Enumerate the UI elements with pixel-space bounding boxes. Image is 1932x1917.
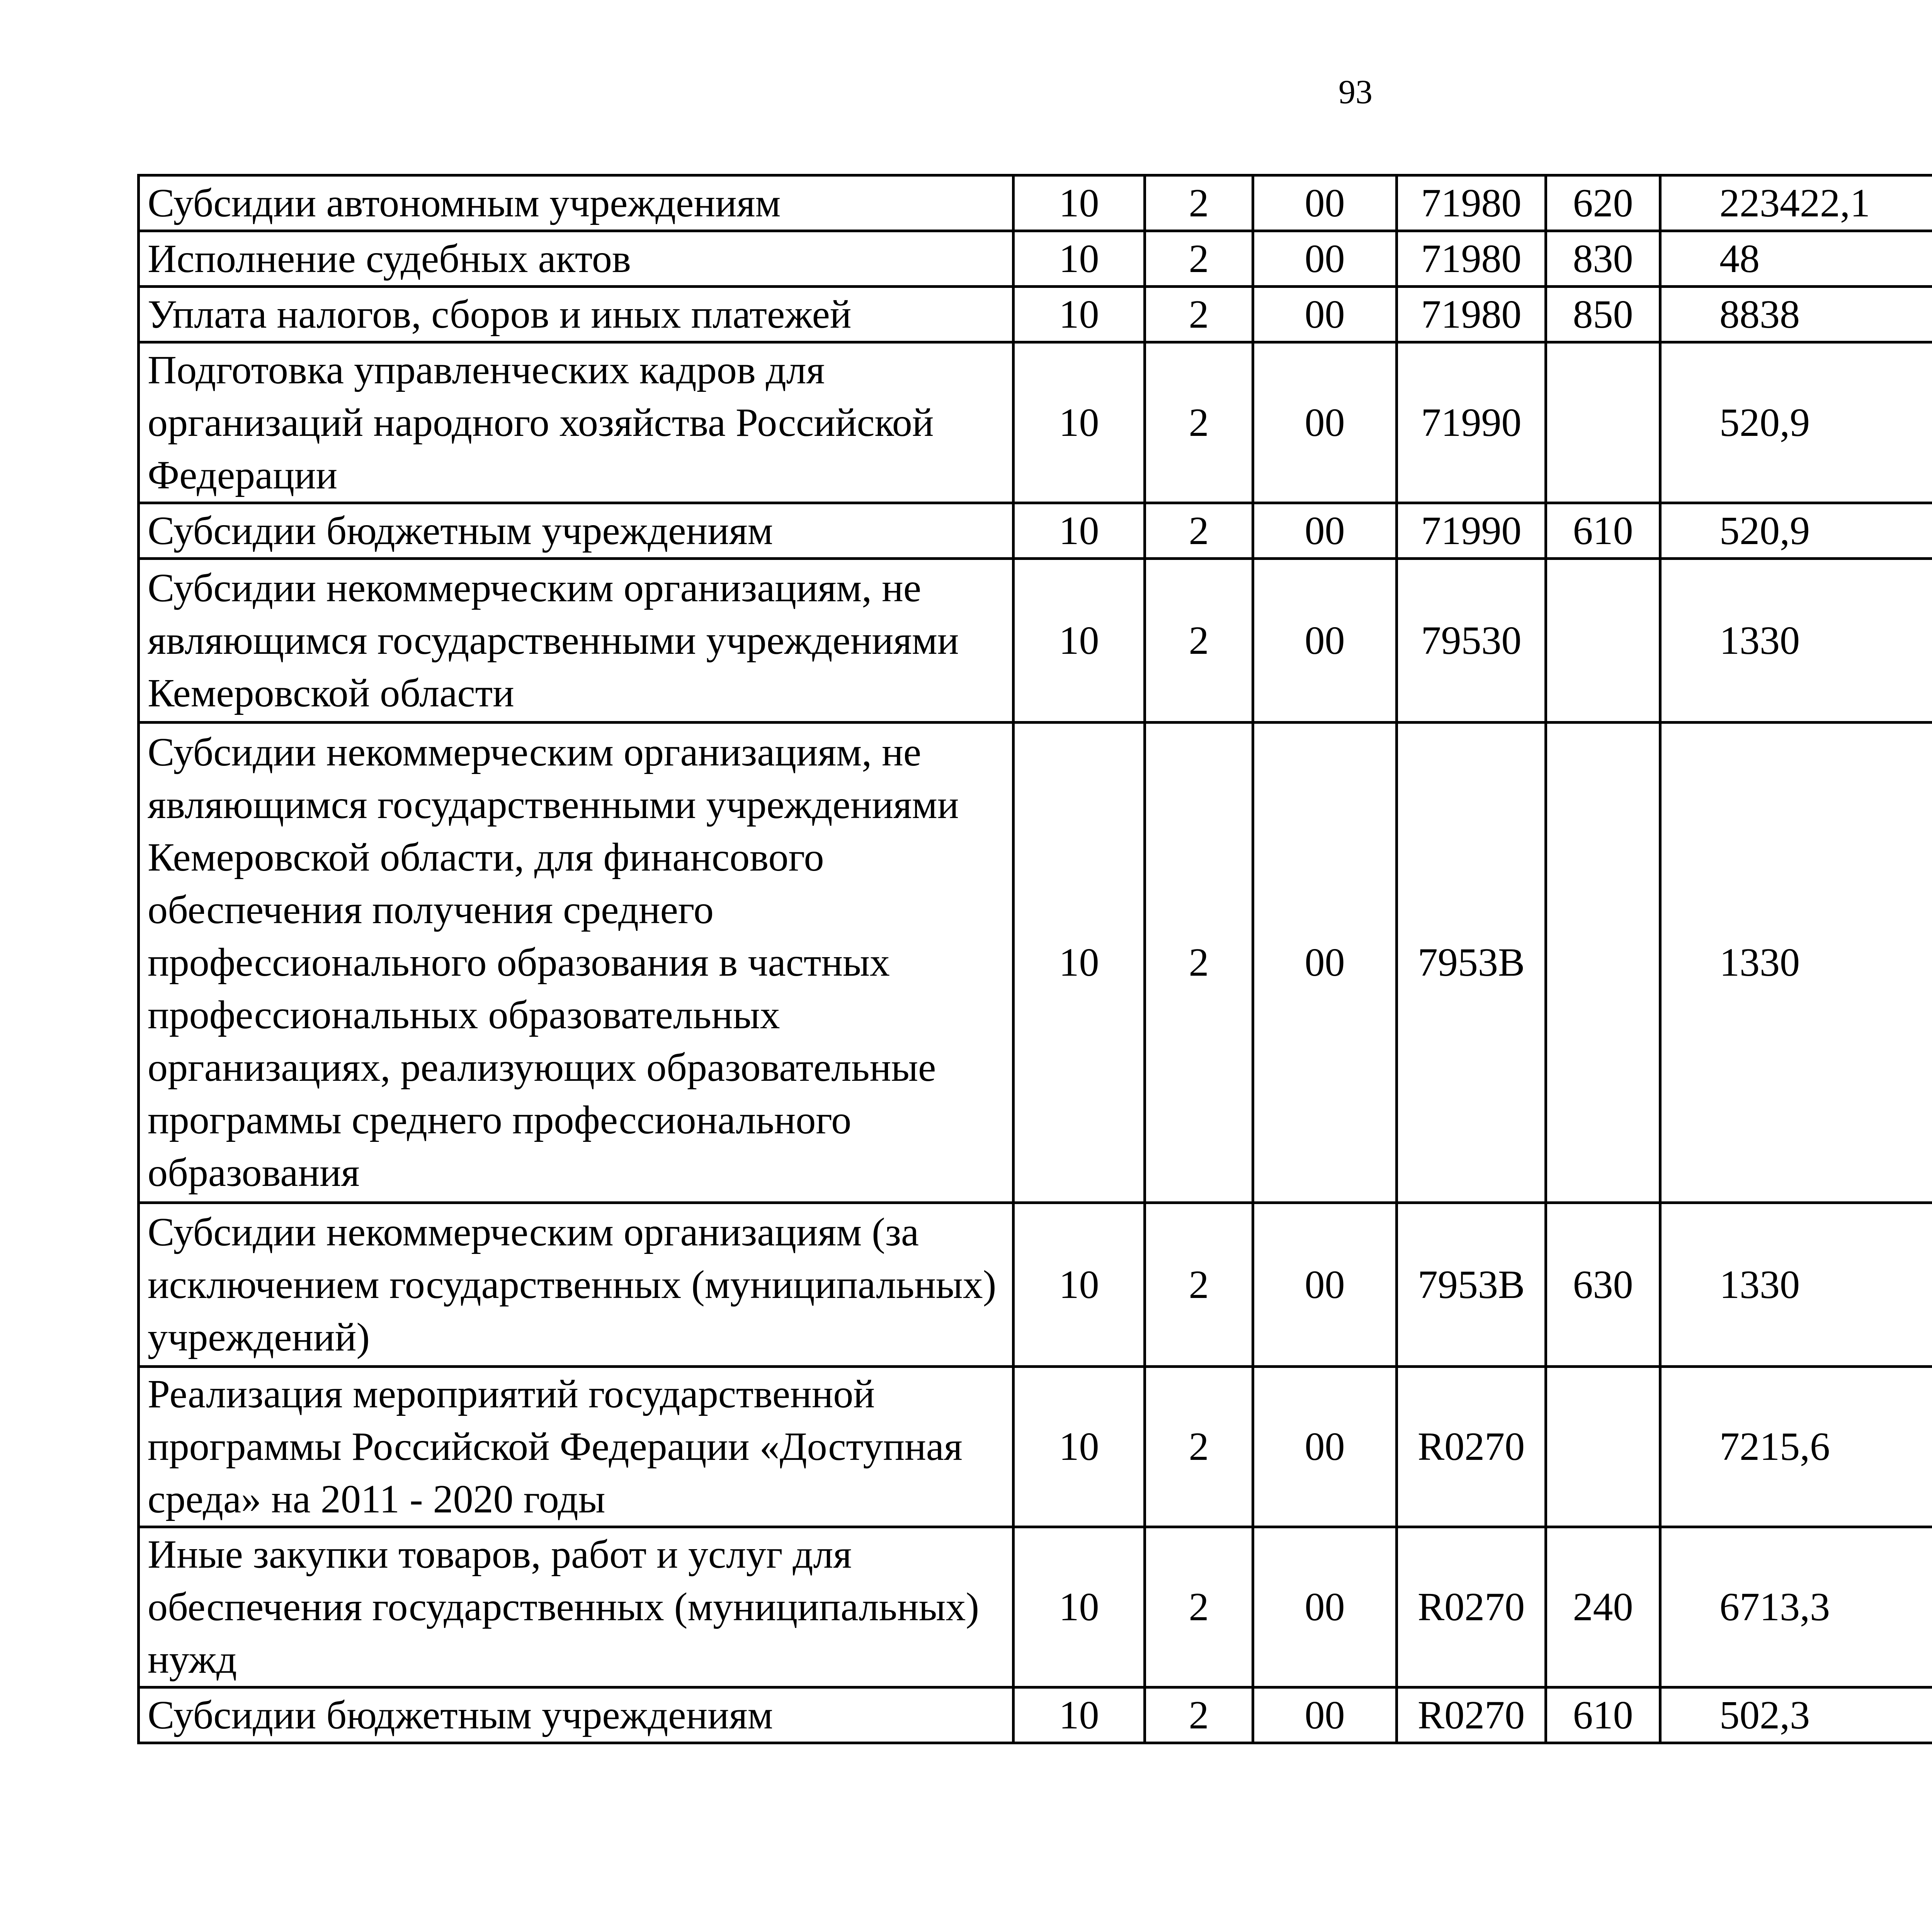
table-row xyxy=(139,1687,1932,1743)
table-row xyxy=(139,1527,1932,1687)
row-name-cell: Субсидии бюджетным учреждениям xyxy=(139,1687,1014,1743)
subsection-code-cell: 2 xyxy=(1145,287,1253,342)
amount-1-cell: 1330 xyxy=(1660,1203,1932,1367)
table-row xyxy=(139,231,1932,287)
section-code-cell: 10 xyxy=(1014,503,1145,559)
subsection-code-cell: 2 xyxy=(1145,1527,1253,1687)
subsection-code-cell: 2 xyxy=(1145,342,1253,503)
table-row xyxy=(139,1367,1932,1527)
amount-1-cell: 1330 xyxy=(1660,559,1932,723)
program-code-cell: 00 xyxy=(1253,1203,1397,1367)
section-code-cell: 10 xyxy=(1014,1203,1145,1367)
expense-type-cell: 850 xyxy=(1546,287,1660,342)
subsection-code-cell: 2 xyxy=(1145,1203,1253,1367)
expense-type-cell: 620 xyxy=(1546,175,1660,231)
expense-type-cell xyxy=(1546,559,1660,723)
target-code-cell: 71990 xyxy=(1397,342,1546,503)
subsection-code-cell: 2 xyxy=(1145,723,1253,1203)
table-row xyxy=(139,287,1932,342)
target-code-cell: R0270 xyxy=(1397,1367,1546,1527)
amount-1-cell: 520,9 xyxy=(1660,342,1932,503)
section-code-cell: 10 xyxy=(1014,559,1145,723)
target-code-cell: 71980 xyxy=(1397,175,1546,231)
row-name-cell: Реализация мероприятий государственной программы Российской Федерации «Доступная среда» на 2011 - 2020 годы xyxy=(139,1367,1014,1527)
table-row xyxy=(139,342,1932,503)
target-code-cell: 79530 xyxy=(1397,559,1546,723)
amount-1-cell: 6713,3 xyxy=(1660,1527,1932,1687)
subsection-code-cell: 2 xyxy=(1145,1367,1253,1527)
program-code-cell: 00 xyxy=(1253,1367,1397,1527)
amount-1-cell: 7215,6 xyxy=(1660,1367,1932,1527)
section-code-cell: 10 xyxy=(1014,175,1145,231)
row-name-cell: Субсидии некоммерческим организациям (за исключением государственных (муниципальных) учреждений) xyxy=(139,1203,1014,1367)
section-code-cell: 10 xyxy=(1014,1367,1145,1527)
program-code-cell: 00 xyxy=(1253,175,1397,231)
amount-1-cell: 223422,1 xyxy=(1660,175,1932,231)
row-name-cell: Субсидии некоммерческим организациям, не являющимся государственными учреждениями Кемеровской области, для финансового обеспечения получения среднего профессионального образования в частных профессиональных образовательных организациях, реализующих образовательные программы среднего профессионального образования xyxy=(139,723,1014,1203)
program-code-cell: 00 xyxy=(1253,559,1397,723)
program-code-cell: 00 xyxy=(1253,503,1397,559)
budget-table xyxy=(137,174,1932,1744)
table-row xyxy=(139,175,1932,231)
section-code-cell: 10 xyxy=(1014,287,1145,342)
expense-type-cell: 610 xyxy=(1546,1687,1660,1743)
row-name-cell: Уплата налогов, сборов и иных платежей xyxy=(139,287,1014,342)
row-name-cell: Исполнение судебных актов xyxy=(139,231,1014,287)
subsection-code-cell: 2 xyxy=(1145,175,1253,231)
program-code-cell: 00 xyxy=(1253,287,1397,342)
row-name-cell: Субсидии автономным учреждениям xyxy=(139,175,1014,231)
target-code-cell: R0270 xyxy=(1397,1527,1546,1687)
program-code-cell: 00 xyxy=(1253,723,1397,1203)
expense-type-cell: 630 xyxy=(1546,1203,1660,1367)
page-number: 93 xyxy=(1338,73,1372,111)
row-name-cell: Субсидии некоммерческим организациям, не являющимся государственными учреждениями Кемеровской области xyxy=(139,559,1014,723)
amount-1-cell: 502,3 xyxy=(1660,1687,1932,1743)
amount-1-cell: 48 xyxy=(1660,231,1932,287)
expense-type-cell: 240 xyxy=(1546,1527,1660,1687)
subsection-code-cell: 2 xyxy=(1145,559,1253,723)
target-code-cell: 71980 xyxy=(1397,231,1546,287)
amount-1-cell: 8838 xyxy=(1660,287,1932,342)
amount-1-cell: 1330 xyxy=(1660,723,1932,1203)
expense-type-cell: 830 xyxy=(1546,231,1660,287)
table-row xyxy=(139,503,1932,559)
row-name-cell: Иные закупки товаров, работ и услуг для обеспечения государственных (муниципальных) нужд xyxy=(139,1527,1014,1687)
section-code-cell: 10 xyxy=(1014,1687,1145,1743)
section-code-cell: 10 xyxy=(1014,1527,1145,1687)
program-code-cell: 00 xyxy=(1253,231,1397,287)
target-code-cell: 71990 xyxy=(1397,503,1546,559)
expense-type-cell xyxy=(1546,342,1660,503)
target-code-cell: 7953В xyxy=(1397,723,1546,1203)
target-code-cell: R0270 xyxy=(1397,1687,1546,1743)
table-row xyxy=(139,559,1932,723)
program-code-cell: 00 xyxy=(1253,1527,1397,1687)
target-code-cell: 71980 xyxy=(1397,287,1546,342)
table-row xyxy=(139,1203,1932,1367)
row-name-cell: Субсидии бюджетным учреждениям xyxy=(139,503,1014,559)
amount-1-cell: 520,9 xyxy=(1660,503,1932,559)
program-code-cell: 00 xyxy=(1253,342,1397,503)
section-code-cell: 10 xyxy=(1014,342,1145,503)
section-code-cell: 10 xyxy=(1014,723,1145,1203)
subsection-code-cell: 2 xyxy=(1145,1687,1253,1743)
subsection-code-cell: 2 xyxy=(1145,503,1253,559)
expense-type-cell xyxy=(1546,1367,1660,1527)
section-code-cell: 10 xyxy=(1014,231,1145,287)
table-row xyxy=(139,723,1932,1203)
program-code-cell: 00 xyxy=(1253,1687,1397,1743)
target-code-cell: 7953В xyxy=(1397,1203,1546,1367)
subsection-code-cell: 2 xyxy=(1145,231,1253,287)
expense-type-cell xyxy=(1546,723,1660,1203)
row-name-cell: Подготовка управленческих кадров для организаций народного хозяйства Российской Федерации xyxy=(139,342,1014,503)
expense-type-cell: 610 xyxy=(1546,503,1660,559)
